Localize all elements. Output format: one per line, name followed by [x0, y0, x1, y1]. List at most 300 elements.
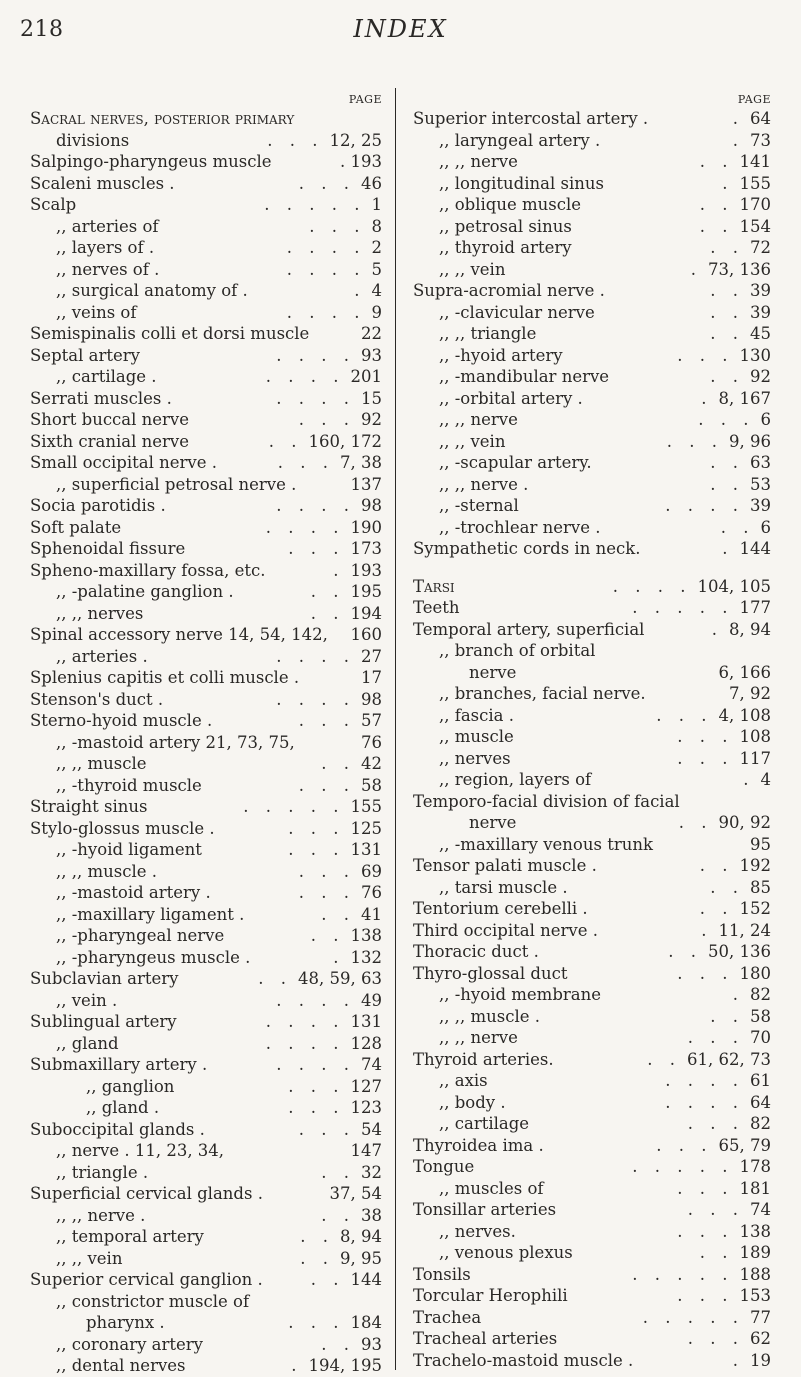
index-entry [30, 710, 382, 732]
entry-term: ,, -hyoid artery [439, 345, 563, 365]
index-entry [413, 683, 771, 705]
entry-pages: 125 [350, 818, 382, 838]
entry-term: ,, longitudinal sinus [439, 173, 604, 193]
entry-term: Temporo-facial division of facial [413, 791, 680, 811]
entry-term: ,, -maxillary ligament . [56, 904, 245, 924]
leader-dots: . . [699, 152, 734, 171]
entry-term: ,, ,, nerve [439, 152, 518, 171]
leader-dots: . [732, 1350, 744, 1370]
index-entry [413, 662, 771, 684]
leader-dots: . . [321, 1205, 355, 1225]
index-entry [413, 302, 771, 324]
leader-dots: . . . [698, 410, 755, 429]
entry-term: ,, ,, muscle . [439, 1006, 540, 1026]
entry-term: Semispinalis colli et dorsi muscle [30, 324, 310, 343]
entry-term: ,, -pharyngeus muscle . [56, 947, 251, 967]
entry-term: Tensor palati muscle . [413, 856, 597, 875]
index-entry [413, 237, 771, 259]
entry-pages: 54 [361, 1119, 382, 1139]
entry-pages: 98 [361, 496, 382, 515]
index-entry [30, 1054, 382, 1076]
index-entry [30, 990, 382, 1012]
entry-pages: 9, 96 [729, 431, 771, 451]
entry-term: Sphenoidal fissure [30, 539, 186, 558]
entry-pages: 73, 136 [708, 259, 771, 279]
entry-term: ,, vein . [56, 990, 118, 1010]
entry-term: Subclavian artery [30, 969, 179, 988]
index-entry [30, 431, 382, 453]
entry-pages: 144 [350, 1270, 382, 1289]
index-entry [30, 732, 382, 754]
entry-pages: 173 [350, 539, 382, 558]
entry-pages: 193 [350, 560, 382, 580]
entry-term: ,, muscle [439, 727, 514, 746]
entry-pages: 4, 108 [718, 705, 771, 725]
entry-pages: 58 [750, 1006, 771, 1026]
leader-dots: . . [710, 302, 744, 322]
column-label: PAGE [348, 93, 382, 106]
entry-pages: 41 [361, 904, 382, 924]
entry-term: Thyroid arteries. [413, 1049, 554, 1069]
entry-pages: 177 [739, 598, 771, 617]
entry-pages: 58 [361, 775, 382, 795]
index-entry [413, 812, 771, 834]
leader-dots: . . [710, 877, 744, 897]
entry-term: ,, -sternal [439, 496, 519, 515]
leader-dots: . . . . . [632, 1157, 734, 1176]
entry-pages: 154 [739, 216, 771, 236]
entry-list [413, 108, 771, 1371]
index-entry [413, 791, 771, 813]
index-entry [30, 259, 382, 281]
entry-pages: 48, 59, 63 [298, 969, 382, 988]
entry-term: Torcular Herophili [413, 1286, 568, 1305]
leader-dots: . . [710, 367, 744, 386]
entry-term: Superficial cervical glands . [30, 1184, 263, 1203]
leader-dots: . . . [677, 748, 734, 768]
leader-dots: . [732, 985, 744, 1004]
entry-term: nerve [469, 813, 517, 832]
entry-term: ,, body . [439, 1092, 506, 1112]
index-entry [30, 775, 382, 797]
index-entry [30, 194, 382, 216]
column-label: PAGE [737, 93, 771, 106]
entry-pages: 131 [350, 1012, 382, 1031]
entry-term: ,, constrictor muscle of [56, 1291, 250, 1311]
leader-dots: . . [310, 926, 345, 945]
entry-term: ,, nerves. [439, 1221, 516, 1241]
index-entry [30, 818, 382, 840]
entry-pages: 9 [371, 302, 382, 322]
index-entry [30, 1226, 382, 1248]
entry-term: ,, oblique muscle [439, 195, 582, 214]
entry-term: Sixth cranial nerve [30, 431, 189, 451]
entry-pages: 123 [350, 1098, 382, 1117]
leader-dots: . . . [687, 1200, 744, 1219]
entry-term: ,, branches, facial nerve. [439, 684, 646, 703]
leader-dots: . . . [298, 861, 355, 881]
leader-dots: . . . . [665, 1071, 744, 1090]
entry-term: Scalp [30, 195, 77, 214]
entry-term: ,, ,, nerve [439, 1028, 518, 1047]
leader-dots: . . [647, 1049, 682, 1069]
entry-term: ,, -thyroid muscle [56, 775, 202, 795]
leader-dots: . . [310, 603, 345, 623]
entry-pages: 152 [739, 899, 771, 918]
leader-dots: . . [699, 1243, 734, 1262]
index-entry [413, 130, 771, 152]
entry-term: ,, ,, vein [56, 1248, 123, 1268]
index-entry [413, 984, 771, 1006]
entry-term: ,, triangle . [56, 1162, 149, 1182]
entry-pages: 45 [750, 324, 771, 343]
entry-pages: 93 [361, 1334, 382, 1354]
index-entry [413, 941, 771, 963]
leader-dots: . . . . [265, 1012, 345, 1031]
index-entry [30, 1291, 382, 1313]
entry-pages: 72 [750, 238, 771, 257]
entry-pages: 7, 92 [729, 684, 771, 703]
leader-dots: . . . . [286, 302, 366, 322]
entry-pages: . 193 [340, 152, 382, 171]
entry-pages: 82 [750, 1114, 771, 1133]
entry-pages: 12, 25 [329, 130, 382, 150]
index-entry [30, 1183, 382, 1205]
leader-dots: . . . [288, 1098, 345, 1117]
entry-term: ,, temporal artery [56, 1227, 204, 1246]
entry-pages: 85 [750, 877, 771, 897]
index-entry [30, 1033, 382, 1055]
leader-dots: . . . . [265, 517, 345, 537]
leader-dots: . . . [288, 1076, 345, 1096]
leader-dots: . . [710, 1006, 744, 1026]
entry-term: Supra-acromial nerve . [413, 281, 605, 300]
index-entry [30, 1162, 382, 1184]
entry-term: ,, ,, nerves [56, 603, 144, 623]
entry-pages: 49 [361, 990, 382, 1010]
entry-term: Splenius capitis et colli muscle . [30, 668, 300, 687]
index-entry [413, 1178, 771, 1200]
entry-pages: 153 [739, 1286, 771, 1305]
entry-term: ,, ,, nerve [439, 410, 518, 429]
index-entry [413, 517, 771, 539]
section-spacer [413, 560, 771, 576]
leader-dots: . . . . [286, 259, 366, 279]
index-entry [30, 904, 382, 926]
entry-term: Tracheal arteries [413, 1329, 558, 1348]
index-entry [30, 624, 382, 646]
entry-term: Socia parotidis . [30, 496, 166, 515]
index-entry [413, 855, 771, 877]
entry-pages: 189 [739, 1243, 771, 1262]
entry-term: ,, superficial petrosal nerve . [56, 474, 297, 494]
entry-term: Stenson's duct . [30, 689, 164, 709]
index-entry [413, 194, 771, 216]
leader-dots: . . . [687, 1329, 744, 1348]
index-entry [413, 323, 771, 345]
leader-dots: . . . [298, 1119, 355, 1139]
entry-pages: 63 [750, 453, 771, 472]
leader-dots: . . . [277, 453, 335, 472]
entry-term: Sterno-hyoid muscle . [30, 711, 213, 730]
index-entry [413, 1285, 771, 1307]
entry-pages: 82 [750, 985, 771, 1004]
index-entry [30, 474, 382, 496]
leader-dots: . . . . [286, 238, 366, 257]
entry-pages: 194 [350, 603, 382, 623]
index-entry [413, 898, 771, 920]
index-entry [413, 452, 771, 474]
index-entry [30, 1205, 382, 1227]
entry-term: ,, -hyoid ligament [56, 840, 202, 859]
entry-pages: 22 [361, 324, 382, 343]
entry-pages: 92 [361, 410, 382, 429]
entry-pages: 50, 136 [708, 942, 771, 961]
entry-pages: 77 [750, 1307, 771, 1327]
entry-pages: 39 [750, 281, 771, 300]
entry-pages: 190 [350, 517, 382, 537]
entry-term: Spheno-maxillary fossa, etc. [30, 560, 266, 580]
leader-dots: . [690, 259, 703, 279]
leader-dots: . . . . . [264, 195, 366, 214]
entry-term: Tentorium cerebelli . [413, 899, 588, 918]
leader-dots: . . . [298, 775, 355, 795]
entry-term: Superior cervical ganglion . [30, 1270, 263, 1289]
entry-pages: 8 [371, 216, 382, 236]
entry-term: Serrati muscles . [30, 388, 172, 408]
index-entry [30, 538, 382, 560]
index-entry [413, 388, 771, 410]
entry-term: ,, ,, muscle [56, 754, 147, 773]
index-entry [30, 689, 382, 711]
leader-dots: . . . [677, 1221, 734, 1241]
entry-pages: 117 [739, 748, 771, 768]
entry-pages: 61, 62, 73 [687, 1049, 771, 1069]
leader-dots: . [354, 281, 366, 300]
entry-term: ,, -scapular artery. [439, 453, 592, 472]
index-entry [413, 1049, 771, 1071]
leader-dots: . . . [666, 431, 724, 451]
entry-term: ,, veins of [56, 302, 137, 322]
index-entry [413, 877, 771, 899]
leader-dots: . . . . . [642, 1307, 744, 1327]
leader-dots: . . [678, 813, 713, 832]
entry-term: Thoracic duct . [413, 942, 539, 961]
index-entry [30, 517, 382, 539]
index-entry [413, 705, 771, 727]
index-entry [30, 323, 382, 345]
entry-term: pharynx . [86, 1313, 165, 1332]
page-header [0, 0, 801, 60]
index-entry [30, 1334, 382, 1356]
index-entry [413, 1092, 771, 1114]
index-entry [413, 1070, 771, 1092]
entry-pages: 195 [350, 582, 382, 601]
entry-pages: 64 [750, 109, 771, 128]
entry-term: ,, ,, vein [439, 259, 506, 279]
entry-term: Teeth [413, 598, 460, 617]
entry-term: Sublingual artery [30, 1012, 177, 1031]
index-entry [413, 431, 771, 453]
leader-dots: . . . [656, 705, 713, 725]
entry-term: ,, ganglion [86, 1076, 175, 1096]
index-entry [413, 366, 771, 388]
entry-pages: 6, 166 [718, 662, 771, 682]
leader-dots: . . . . [665, 496, 744, 515]
leader-dots: . . . . [276, 646, 355, 666]
entry-pages: 6 [760, 410, 771, 429]
leader-dots: . . . . [265, 367, 345, 386]
leader-dots: . . . . [265, 1033, 345, 1053]
entry-pages: 95 [750, 834, 771, 854]
entry-term: ,, nerve . 11, 23, 34, [56, 1141, 225, 1160]
index-entry [30, 495, 382, 517]
index-entry [30, 151, 382, 173]
index-entry [413, 1135, 771, 1157]
entry-pages: 37, 54 [329, 1184, 382, 1203]
entry-term: Salpingo-pharyngeus muscle [30, 152, 272, 171]
leader-dots: . . . [298, 173, 355, 193]
entry-term: ,, ,, vein [439, 431, 506, 451]
entry-term: nerve [469, 662, 517, 682]
entry-term: ,, surgical anatomy of . [56, 281, 248, 300]
index-entry [413, 920, 771, 942]
entry-term: ,, -mastoid artery 21, 73, 75, [56, 732, 295, 752]
entry-pages: 65, 79 [718, 1135, 771, 1155]
entry-term: ,, -hyoid membrane [439, 985, 602, 1004]
entry-pages: 180 [739, 963, 771, 983]
leader-dots: . . . [298, 711, 355, 730]
entry-pages: 64 [750, 1092, 771, 1112]
entry-term: divisions [56, 130, 130, 150]
entry-pages: 147 [350, 1141, 382, 1160]
leader-dots: . [711, 619, 724, 639]
leader-dots: . . . . [276, 990, 355, 1010]
running-head: INDEX [353, 15, 448, 43]
index-entry [413, 345, 771, 367]
leader-dots: . . . [677, 345, 734, 365]
index-entry [413, 640, 771, 662]
entry-term: ,, cartilage [439, 1114, 530, 1133]
leader-dots: . [722, 173, 734, 193]
leader-dots: . . [321, 904, 355, 924]
entry-term: ,, axis [439, 1071, 488, 1090]
entry-pages: 4 [371, 281, 382, 300]
entry-term: ,, -trochlear nerve . [439, 517, 601, 537]
index-entry [413, 1307, 771, 1329]
entry-term: ,, dental nerves [56, 1356, 186, 1375]
entry-pages: 131 [350, 840, 382, 859]
index-entry [413, 1242, 771, 1264]
entry-pages: 170 [739, 195, 771, 214]
entry-pages: 9, 95 [340, 1248, 382, 1268]
leader-dots: . . [699, 856, 734, 875]
leader-dots: . . . . [276, 388, 355, 408]
leader-dots: . . [268, 431, 303, 451]
entry-term: ,, laryngeal artery . [439, 130, 601, 150]
index-entry [30, 302, 382, 324]
entry-pages: 160 [350, 625, 382, 644]
entry-pages: 57 [361, 711, 382, 730]
leader-dots: . . . . [276, 345, 355, 365]
entry-pages: 11, 24 [718, 920, 771, 940]
index-entry [413, 726, 771, 748]
leader-dots: . . . [288, 840, 345, 859]
entry-pages: 6 [760, 517, 771, 537]
leader-dots: . . . . . [243, 797, 345, 816]
index-entry [413, 1027, 771, 1049]
index-entry [413, 1221, 771, 1243]
leader-dots: . . . [298, 410, 355, 429]
index-entry [30, 1140, 382, 1162]
entry-term: Suboccipital glands . [30, 1119, 205, 1139]
entry-term: ,, region, layers of [439, 770, 592, 789]
index-entry [30, 130, 382, 152]
leader-dots: . . . [288, 818, 345, 838]
leader-dots: . . . [677, 1178, 734, 1198]
index-entry [413, 280, 771, 302]
leader-dots: . . [710, 238, 744, 257]
index-entry [413, 1156, 771, 1178]
entry-term: ,, arteries . [56, 646, 148, 666]
entry-pages: 5 [371, 259, 382, 279]
entry-term: Thyroidea ima . [413, 1135, 544, 1155]
entry-pages: 93 [361, 345, 382, 365]
leader-dots: . [333, 947, 345, 967]
entry-term: ,, nerves [439, 748, 511, 768]
leader-dots: . . [668, 942, 703, 961]
entry-term: Short buccal nerve [30, 410, 190, 429]
entry-pages: 155 [739, 173, 771, 193]
index-entry [30, 753, 382, 775]
entry-pages: 39 [750, 302, 771, 322]
leader-dots: . . [258, 969, 293, 988]
entry-pages: 19 [750, 1350, 771, 1370]
entry-pages: 53 [750, 474, 771, 494]
leader-dots: . . . [677, 1286, 734, 1305]
index-entry [30, 388, 382, 410]
leader-dots: . . . . [665, 1092, 744, 1112]
entry-term: ,, ,, muscle . [56, 861, 157, 881]
leader-dots: . . . . [276, 689, 355, 709]
leader-dots: . . . . . [632, 1264, 734, 1284]
index-entry [30, 1119, 382, 1141]
entry-term: ,, fascia . [439, 705, 514, 725]
index-entry [413, 409, 771, 431]
entry-pages: 130 [739, 345, 771, 365]
entry-term: ,, gland [56, 1033, 119, 1053]
entry-pages: 160, 172 [308, 431, 382, 451]
entry-term: ,, gland . [86, 1098, 160, 1117]
entry-pages: 17 [361, 668, 382, 687]
index-entry [30, 409, 382, 431]
index-entry [413, 108, 771, 130]
leader-dots: . . [710, 474, 744, 494]
index-entry [30, 667, 382, 689]
entry-pages: 74 [361, 1055, 382, 1074]
index-entry [30, 1097, 382, 1119]
entry-term: Scaleni muscles . [30, 173, 175, 193]
leader-dots: . . . [687, 1114, 744, 1133]
entry-term: ,, -mandibular nerve [439, 367, 610, 386]
leader-dots: . . [720, 517, 755, 537]
leader-dots: . . [710, 281, 744, 300]
entry-pages: 74 [750, 1200, 771, 1219]
leader-dots: . . [321, 1162, 355, 1182]
entry-pages: 8, 94 [340, 1227, 382, 1246]
leader-dots: . . . [687, 1028, 744, 1047]
index-entry [30, 1355, 382, 1377]
